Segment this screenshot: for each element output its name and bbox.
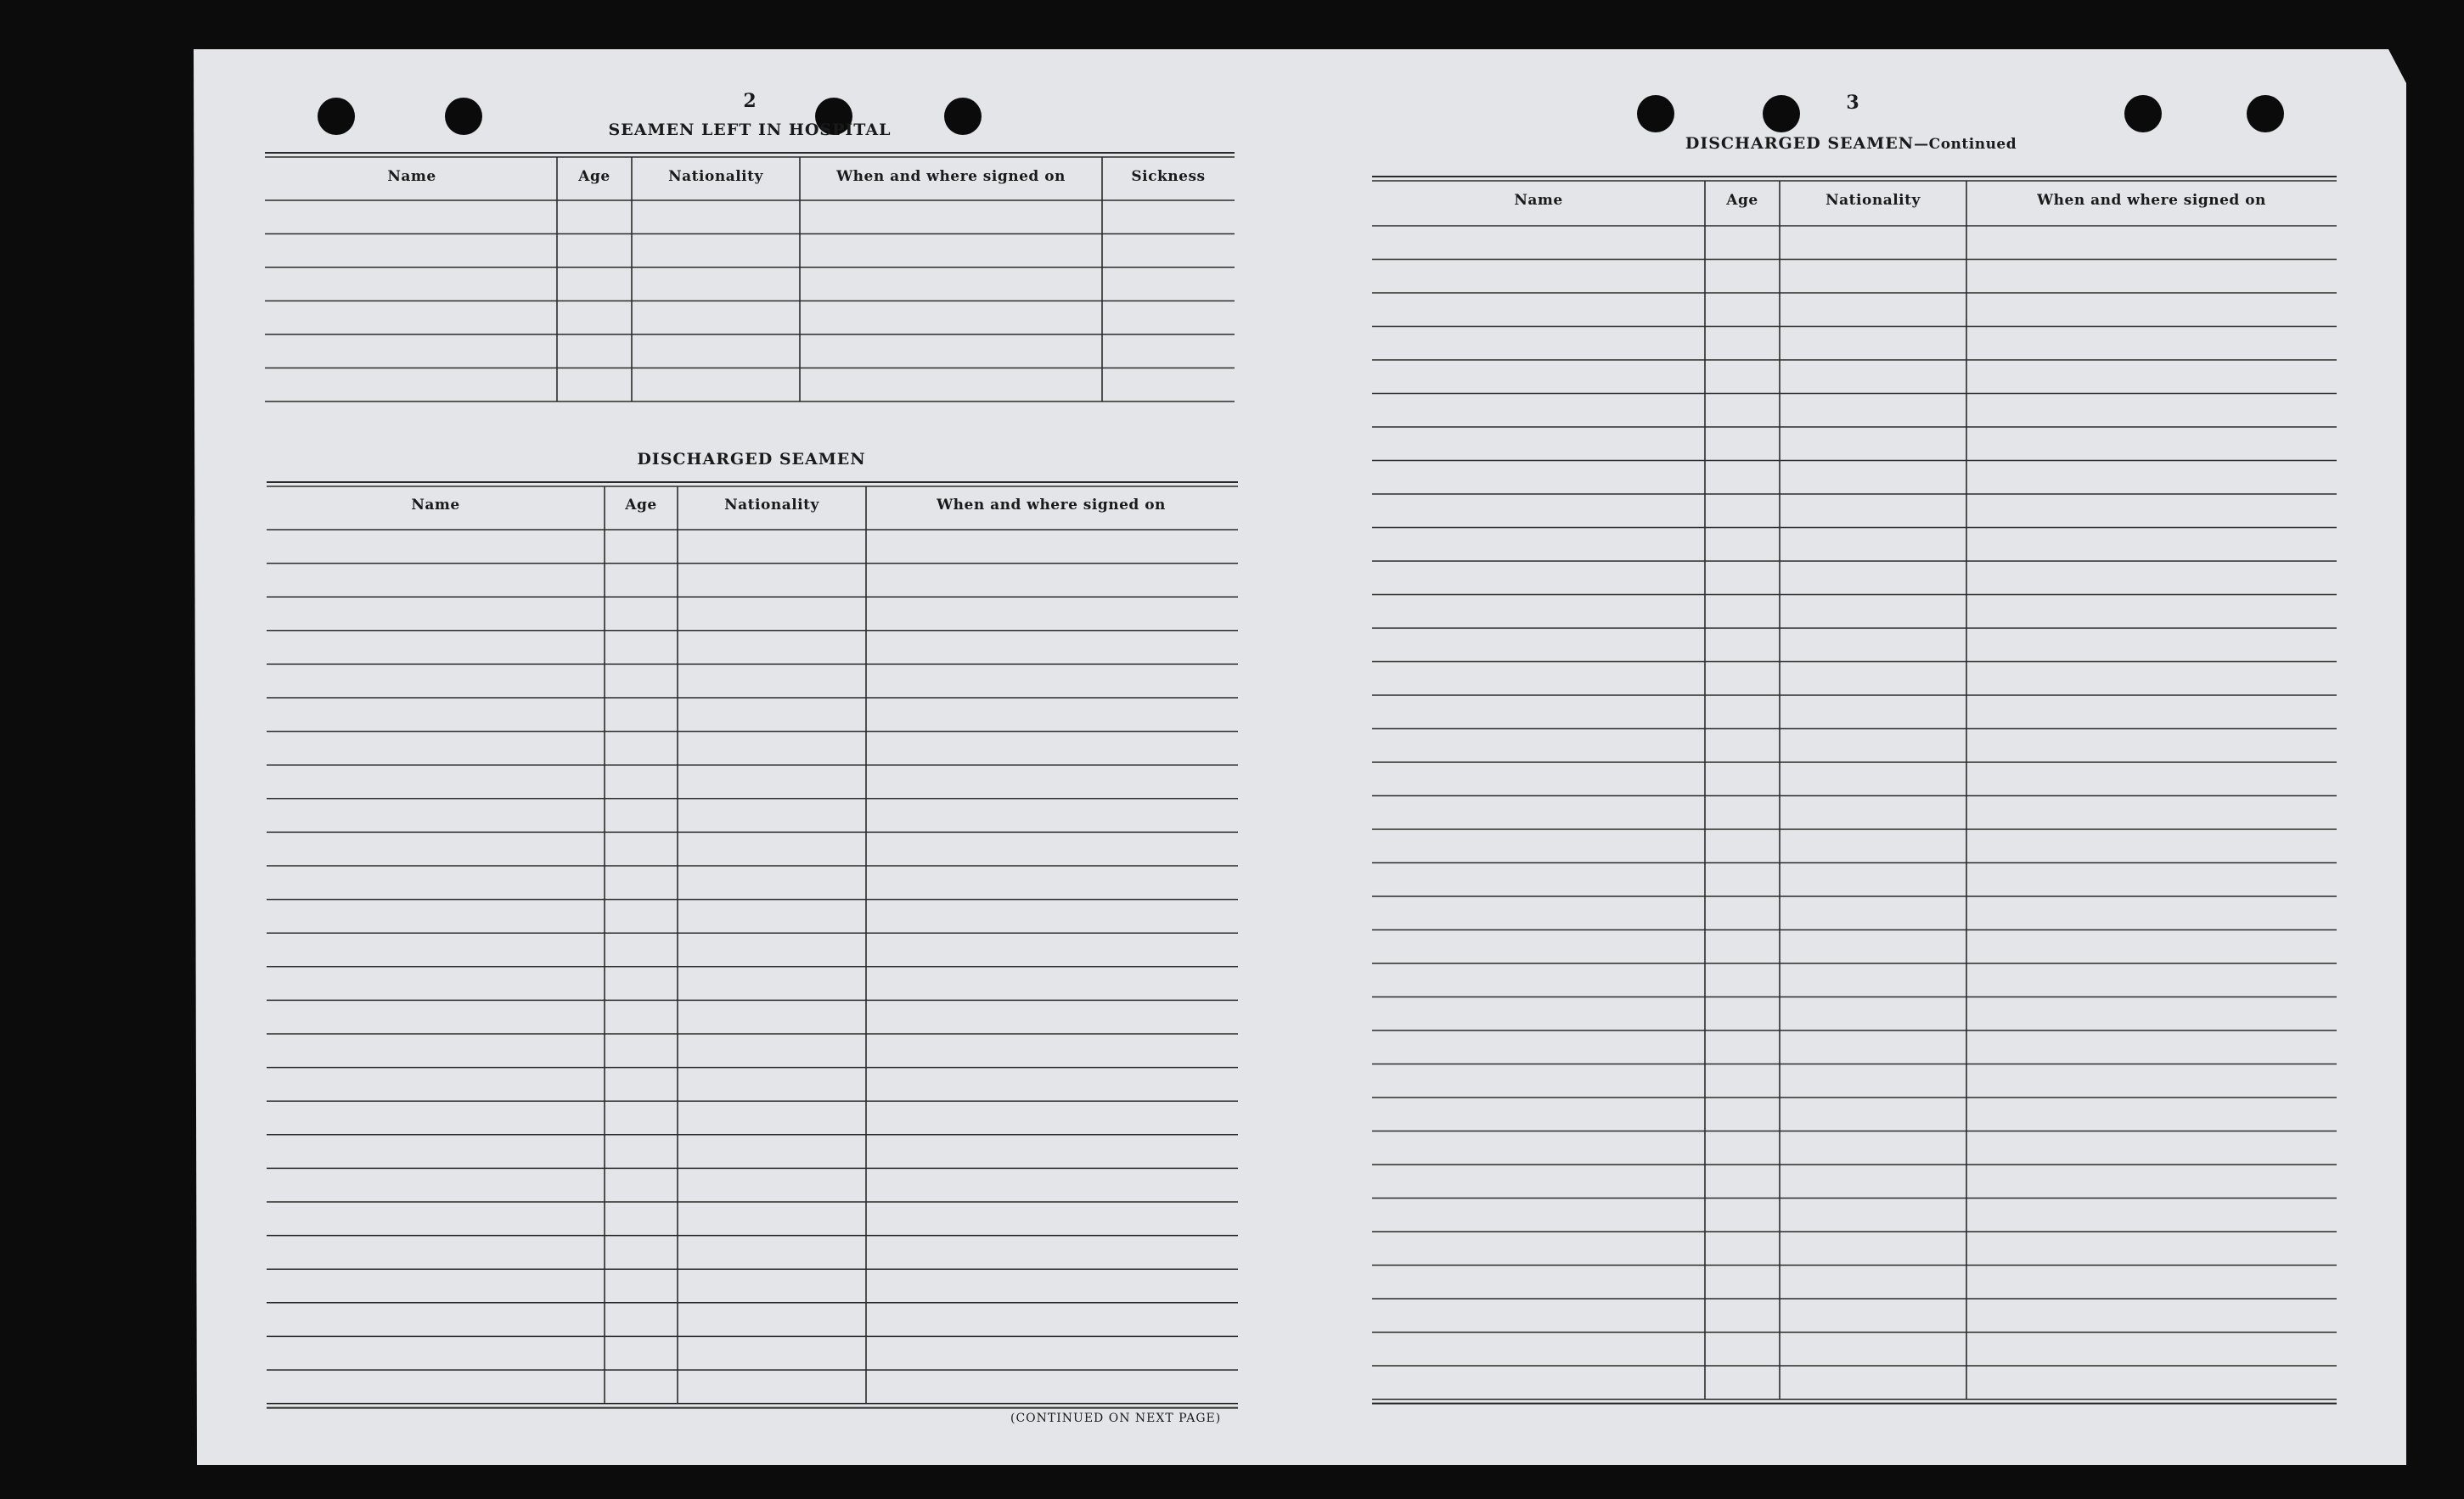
discharged-section-title: DISCHARGED SEAMEN	[637, 450, 866, 469]
discharged-continued-title-main: DISCHARGED SEAMEN	[1685, 134, 1915, 153]
right-col-age: Age	[1726, 192, 1758, 209]
discharged-continued-suffix: —Continued	[1914, 136, 2017, 153]
discharged-col-signed-on: When and where signed on	[937, 497, 1166, 514]
hospital-col-age: Age	[578, 168, 610, 185]
right-col-signed-on: When and where signed on	[2037, 192, 2266, 209]
discharged-col-name: Name	[411, 497, 460, 514]
discharged-col-age: Age	[625, 497, 657, 514]
page-number-right: 3	[1846, 92, 1859, 114]
right-col-nationality: Nationality	[1825, 192, 1921, 209]
hospital-col-name: Name	[387, 168, 436, 185]
right-col-name: Name	[1514, 192, 1563, 209]
hospital-col-signed-on: When and where signed on	[836, 168, 1066, 185]
hospital-col-nationality: Nationality	[668, 168, 763, 185]
continued-note: (CONTINUED ON NEXT PAGE)	[1010, 1412, 1222, 1425]
page-number-left: 2	[743, 90, 757, 112]
hospital-section-title: SEAMEN LEFT IN HOSPITAL	[608, 121, 892, 139]
discharged-col-nationality: Nationality	[724, 497, 819, 514]
hospital-col-sickness: Sickness	[1131, 168, 1206, 185]
